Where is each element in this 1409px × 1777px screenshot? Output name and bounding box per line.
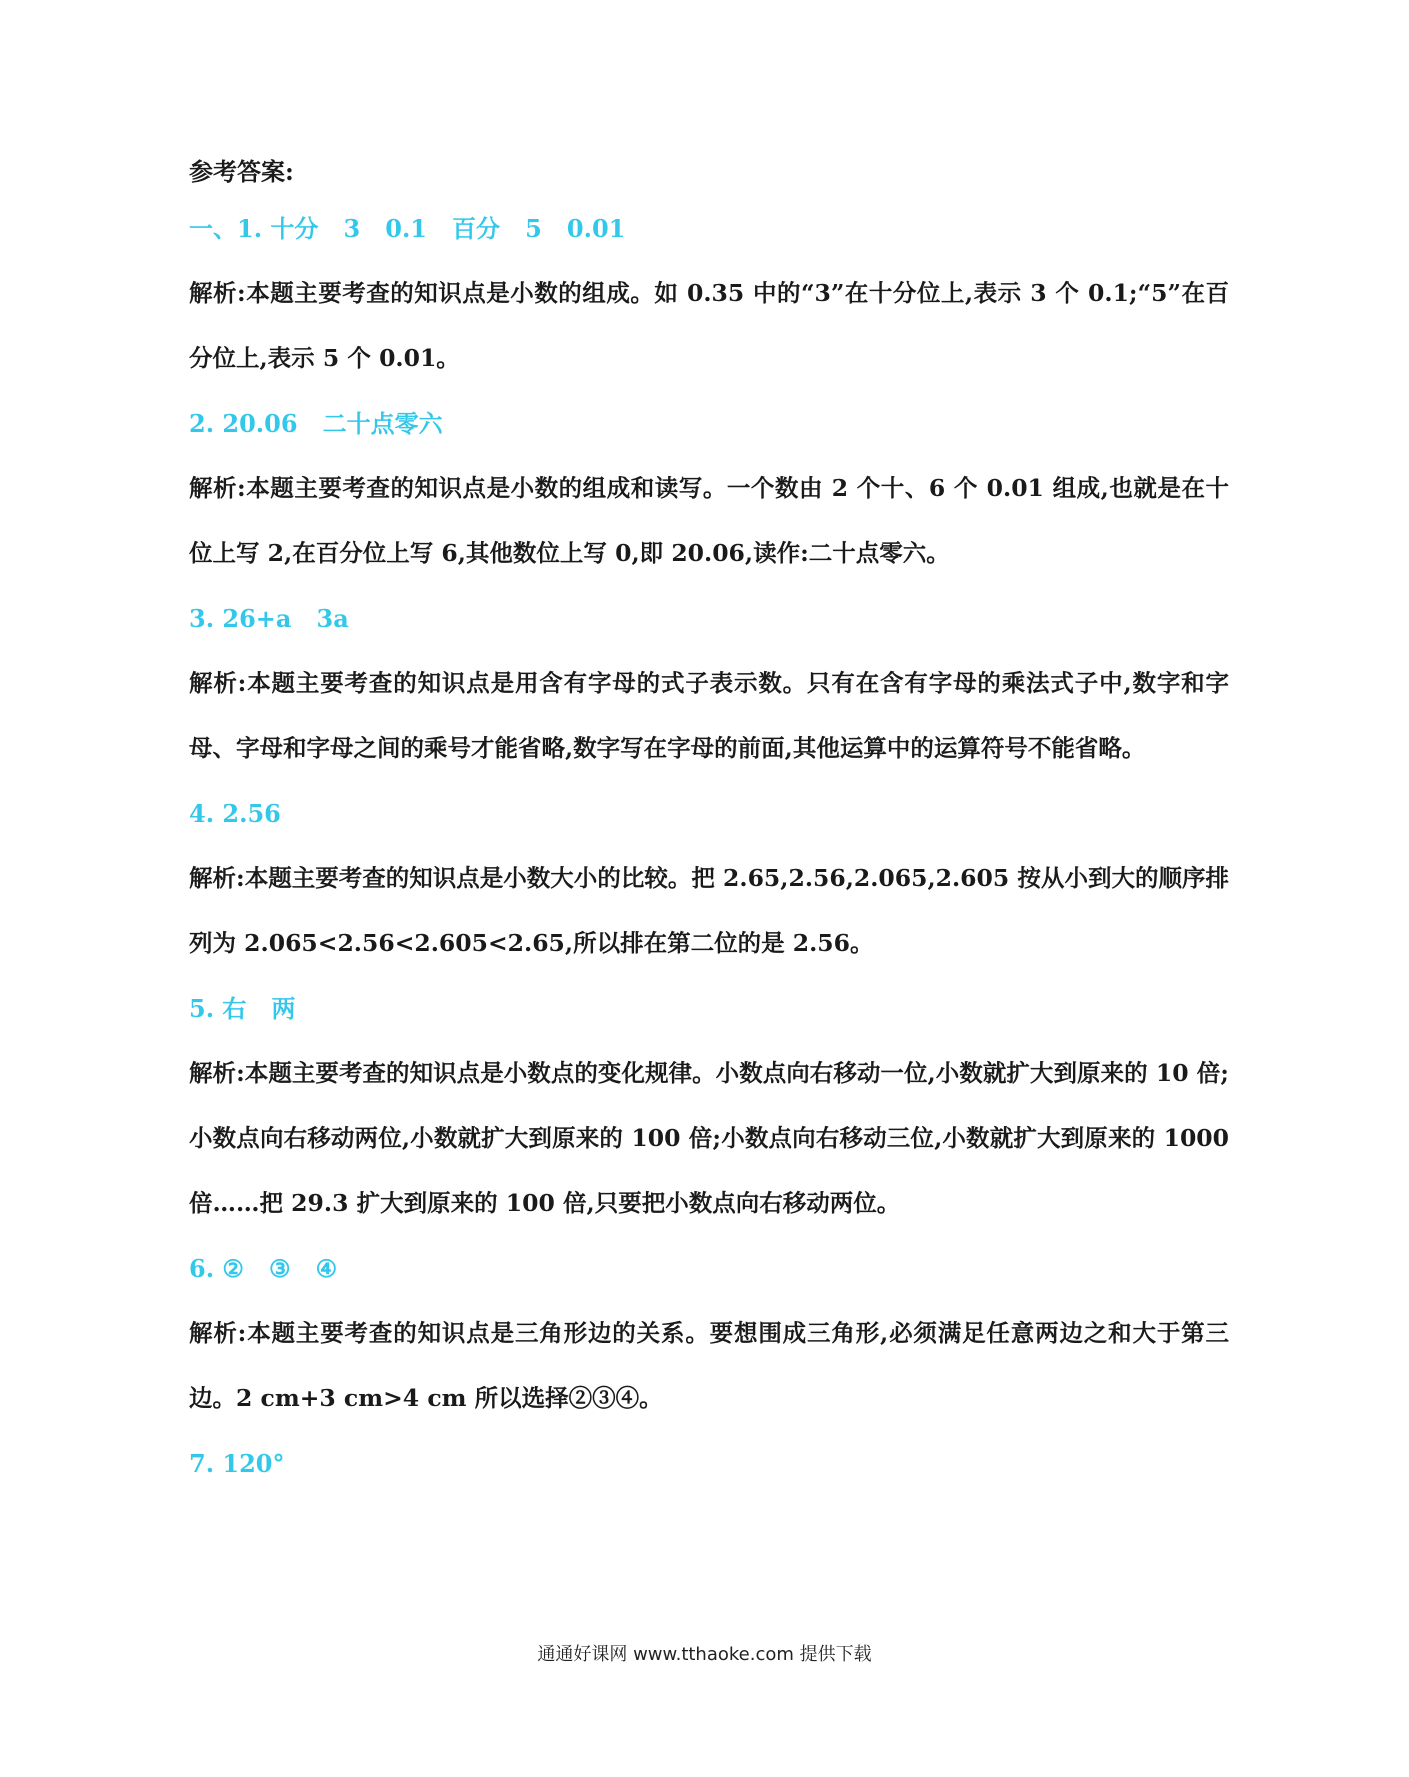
explanation-2: 解析:本题主要考查的知识点是小数的组成和读写。一个数由 2 个十、6 个 0.01 组成,也就是在十位上写 2,在百分位上写 6,其他数位上写 0,即 20.06,读作:二十点零六。 <box>189 474 1229 567</box>
answer-1: 一、1. 十分 3 0.1 百分 5 0.01 <box>189 214 626 243</box>
answer-5: 5. 右 两 <box>189 994 296 1023</box>
footer-source: 通通好课网 www.tthaoke.com 提供下载 <box>537 1644 872 1665</box>
answer-heading: 参考答案: <box>189 157 294 186</box>
answer-key <box>189 152 1229 1496</box>
answer-7: 7. 120° <box>189 1449 285 1478</box>
answer-2: 2. 20.06 二十点零六 <box>189 409 443 438</box>
answer-6: 6. ② ③ ④ <box>189 1254 338 1283</box>
answer-3: 3. 26+a 3a <box>189 604 349 633</box>
explanation-1: 解析:本题主要考查的知识点是小数的组成。如 0.35 中的“3”在十分位上,表示 3 个 0.1;“5”在百分位上,表示 5 个 0.01。 <box>189 279 1229 372</box>
answer-4: 4. 2.56 <box>189 799 281 828</box>
explanation-4: 解析:本题主要考查的知识点是小数大小的比较。把 2.65,2.56,2.065,2.605 按从小到大的顺序排列为 2.065<2.56<2.605<2.65,所以排在第二位的是 2.56。 <box>189 864 1229 957</box>
explanation-5: 解析:本题主要考查的知识点是小数点的变化规律。小数点向右移动一位,小数就扩大到原来的 10 倍;小数点向右移动两位,小数就扩大到原来的 100 倍;小数点向右移动三位,小数就扩大到原来的 1000 倍……把 29.3 扩大到原来的 100 倍,只要把小数点向右移动两位。 <box>189 1059 1229 1217</box>
explanation-6: 解析:本题主要考查的知识点是三角形边的关系。要想围成三角形,必须满足任意两边之和大于第三边。2 cm+3 cm>4 cm 所以选择②③④。 <box>189 1319 1229 1412</box>
explanation-3: 解析:本题主要考查的知识点是用含有字母的式子表示数。只有在含有字母的乘法式子中,数字和字母、字母和字母之间的乘号才能省略,数字写在字母的前面,其他运算中的运算符号不能省略。 <box>189 669 1229 762</box>
